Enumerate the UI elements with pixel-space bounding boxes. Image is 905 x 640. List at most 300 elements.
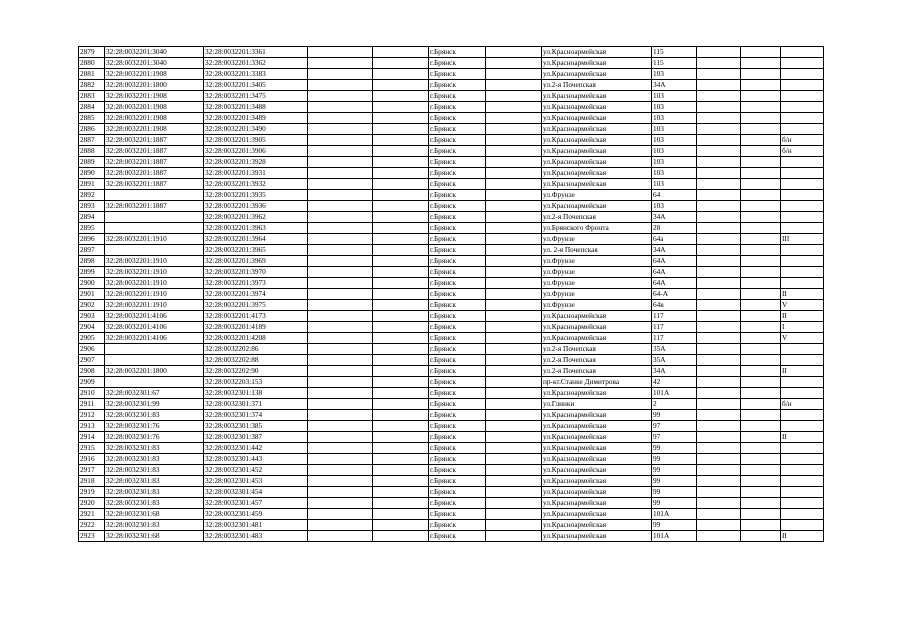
row-number-cell: 2906 <box>79 344 105 355</box>
row-number-cell: 2882 <box>79 80 105 91</box>
parent-cadastral-number-cell: 32:28:0032201:3040 <box>105 58 204 69</box>
empty-cell-b <box>373 245 429 256</box>
note-cell: II <box>781 531 824 542</box>
empty-cell-d <box>697 278 741 289</box>
city-cell: г.Брянск <box>429 278 486 289</box>
house-number-cell: 97 <box>652 432 697 443</box>
cadastral-number-cell: 32:28:0032201:3935 <box>204 190 308 201</box>
empty-cell-c <box>486 344 542 355</box>
row-number-cell: 2907 <box>79 355 105 366</box>
street-cell: ул.Красноармейская <box>542 432 652 443</box>
house-number-cell: 103 <box>652 146 697 157</box>
empty-cell-b <box>373 454 429 465</box>
note-cell <box>781 410 824 421</box>
empty-cell-e <box>741 432 781 443</box>
empty-cell-b <box>373 300 429 311</box>
empty-cell-a <box>308 410 373 421</box>
empty-cell-c <box>486 146 542 157</box>
table-row <box>79 157 824 168</box>
table-row <box>79 322 824 333</box>
city-cell: г.Брянск <box>429 135 486 146</box>
cadastral-number-cell: 32:28:0032201:3970 <box>204 267 308 278</box>
empty-cell-b <box>373 311 429 322</box>
house-number-cell: 99 <box>652 498 697 509</box>
empty-cell-a <box>308 366 373 377</box>
city-cell: г.Брянск <box>429 212 486 223</box>
empty-cell-d <box>697 267 741 278</box>
parent-cadastral-number-cell: 32:28:0032301:83 <box>105 454 204 465</box>
street-cell: ул.Фрунзе <box>542 256 652 267</box>
row-number-cell: 2885 <box>79 113 105 124</box>
house-number-cell: 103 <box>652 157 697 168</box>
table-row <box>79 410 824 421</box>
empty-cell-b <box>373 366 429 377</box>
empty-cell-c <box>486 267 542 278</box>
empty-cell-e <box>741 300 781 311</box>
city-cell: г.Брянск <box>429 245 486 256</box>
empty-cell-c <box>486 256 542 267</box>
empty-cell-c <box>486 168 542 179</box>
row-number-cell: 2908 <box>79 366 105 377</box>
street-cell: ул.Фрунзе <box>542 289 652 300</box>
parent-cadastral-number-cell: 32:28:0032201:1908 <box>105 113 204 124</box>
empty-cell-d <box>697 520 741 531</box>
row-number-cell: 2920 <box>79 498 105 509</box>
empty-cell-e <box>741 465 781 476</box>
cadastral-number-cell: 32:28:0032201:4189 <box>204 322 308 333</box>
row-number-cell: 2918 <box>79 476 105 487</box>
empty-cell-c <box>486 454 542 465</box>
parent-cadastral-number-cell: 32:28:0032201:1908 <box>105 102 204 113</box>
street-cell: ул.Красноармейская <box>542 531 652 542</box>
house-number-cell: 64А <box>652 256 697 267</box>
row-number-cell: 2884 <box>79 102 105 113</box>
empty-cell-b <box>373 157 429 168</box>
house-number-cell: 101А <box>652 509 697 520</box>
empty-cell-c <box>486 410 542 421</box>
house-number-cell: 115 <box>652 58 697 69</box>
house-number-cell: 99 <box>652 454 697 465</box>
city-cell: г.Брянск <box>429 476 486 487</box>
empty-cell-d <box>697 58 741 69</box>
cadastral-number-cell: 32:28:0032201:3965 <box>204 245 308 256</box>
note-cell: II <box>781 289 824 300</box>
cadastral-number-cell: 32:28:0032301:457 <box>204 498 308 509</box>
empty-cell-c <box>486 487 542 498</box>
empty-cell-e <box>741 102 781 113</box>
cadastral-number-cell: 32:28:0032301:371 <box>204 399 308 410</box>
city-cell: г.Брянск <box>429 322 486 333</box>
parent-cadastral-number-cell: 32:28:0032201:1887 <box>105 168 204 179</box>
cadastral-number-cell: 32:28:0032201:3488 <box>204 102 308 113</box>
street-cell: ул. 2-я Почепская <box>542 245 652 256</box>
empty-cell-e <box>741 47 781 58</box>
house-number-cell: 117 <box>652 311 697 322</box>
empty-cell-c <box>486 443 542 454</box>
empty-cell-c <box>486 91 542 102</box>
empty-cell-e <box>741 91 781 102</box>
note-cell <box>781 421 824 432</box>
note-cell <box>781 80 824 91</box>
empty-cell-d <box>697 421 741 432</box>
street-cell: ул.2-я Почепская <box>542 355 652 366</box>
house-number-cell: 97 <box>652 421 697 432</box>
cadastral-number-cell: 32:28:0032201:3905 <box>204 135 308 146</box>
empty-cell-d <box>697 168 741 179</box>
empty-cell-d <box>697 410 741 421</box>
note-cell <box>781 179 824 190</box>
parent-cadastral-number-cell: 32:28:0032301:67 <box>105 388 204 399</box>
house-number-cell: 99 <box>652 443 697 454</box>
cadastral-number-cell: 32:28:0032201:3974 <box>204 289 308 300</box>
parent-cadastral-number-cell: 32:28:0032301:83 <box>105 443 204 454</box>
empty-cell-d <box>697 234 741 245</box>
empty-cell-e <box>741 311 781 322</box>
cadastral-number-cell: 32:28:0032201:3932 <box>204 179 308 190</box>
empty-cell-e <box>741 509 781 520</box>
empty-cell-d <box>697 80 741 91</box>
empty-cell-e <box>741 212 781 223</box>
parent-cadastral-number-cell: 32:28:0032201:1887 <box>105 201 204 212</box>
street-cell: ул.Красноармейская <box>542 520 652 531</box>
empty-cell-e <box>741 201 781 212</box>
city-cell: г.Брянск <box>429 179 486 190</box>
empty-cell-b <box>373 124 429 135</box>
table-row <box>79 47 824 58</box>
note-cell <box>781 69 824 80</box>
city-cell: г.Брянск <box>429 201 486 212</box>
house-number-cell: 99 <box>652 410 697 421</box>
row-number-cell: 2895 <box>79 223 105 234</box>
street-cell: ул.Красноармейская <box>542 421 652 432</box>
city-cell: г.Брянск <box>429 146 486 157</box>
empty-cell-e <box>741 410 781 421</box>
house-number-cell: 35А <box>652 355 697 366</box>
house-number-cell: 99 <box>652 520 697 531</box>
empty-cell-c <box>486 333 542 344</box>
empty-cell-c <box>486 113 542 124</box>
empty-cell-d <box>697 366 741 377</box>
parent-cadastral-number-cell: 32:28:0032201:1887 <box>105 157 204 168</box>
empty-cell-a <box>308 509 373 520</box>
empty-cell-d <box>697 333 741 344</box>
empty-cell-e <box>741 333 781 344</box>
parent-cadastral-number-cell: 32:28:0032301:83 <box>105 465 204 476</box>
cadastral-number-cell: 32:28:0032301:387 <box>204 432 308 443</box>
empty-cell-a <box>308 322 373 333</box>
parent-cadastral-number-cell: 32:28:0032201:4106 <box>105 322 204 333</box>
empty-cell-a <box>308 498 373 509</box>
empty-cell-b <box>373 278 429 289</box>
cadastral-number-cell: 32:28:0032201:3936 <box>204 201 308 212</box>
empty-cell-d <box>697 498 741 509</box>
empty-cell-e <box>741 476 781 487</box>
note-cell: V <box>781 300 824 311</box>
empty-cell-d <box>697 531 741 542</box>
empty-cell-c <box>486 157 542 168</box>
row-number-cell: 2880 <box>79 58 105 69</box>
house-number-cell: 35А <box>652 344 697 355</box>
empty-cell-e <box>741 377 781 388</box>
empty-cell-b <box>373 179 429 190</box>
city-cell: г.Брянск <box>429 190 486 201</box>
empty-cell-c <box>486 102 542 113</box>
city-cell: г.Брянск <box>429 58 486 69</box>
city-cell: г.Брянск <box>429 256 486 267</box>
city-cell: г.Брянск <box>429 399 486 410</box>
empty-cell-d <box>697 399 741 410</box>
empty-cell-d <box>697 69 741 80</box>
house-number-cell: 64а <box>652 234 697 245</box>
empty-cell-a <box>308 443 373 454</box>
empty-cell-a <box>308 278 373 289</box>
note-cell <box>781 223 824 234</box>
parent-cadastral-number-cell <box>105 344 204 355</box>
empty-cell-b <box>373 135 429 146</box>
table-row <box>79 300 824 311</box>
parent-cadastral-number-cell: 32:28:0032201:1910 <box>105 267 204 278</box>
note-cell <box>781 245 824 256</box>
note-cell: II <box>781 432 824 443</box>
empty-cell-b <box>373 388 429 399</box>
city-cell: г.Брянск <box>429 267 486 278</box>
empty-cell-d <box>697 124 741 135</box>
street-cell: ул.Красноармейская <box>542 146 652 157</box>
empty-cell-e <box>741 245 781 256</box>
street-cell: ул.Красноармейская <box>542 69 652 80</box>
empty-cell-d <box>697 311 741 322</box>
table-row <box>79 355 824 366</box>
row-number-cell: 2900 <box>79 278 105 289</box>
parent-cadastral-number-cell: 32:28:0032301:83 <box>105 476 204 487</box>
note-cell <box>781 201 824 212</box>
house-number-cell: 103 <box>652 91 697 102</box>
city-cell: г.Брянск <box>429 80 486 91</box>
empty-cell-e <box>741 58 781 69</box>
empty-cell-e <box>741 168 781 179</box>
row-number-cell: 2889 <box>79 157 105 168</box>
empty-cell-e <box>741 366 781 377</box>
note-cell <box>781 47 824 58</box>
parent-cadastral-number-cell <box>105 212 204 223</box>
empty-cell-a <box>308 344 373 355</box>
empty-cell-e <box>741 289 781 300</box>
empty-cell-c <box>486 245 542 256</box>
empty-cell-e <box>741 69 781 80</box>
city-cell: г.Брянск <box>429 520 486 531</box>
cadastral-number-cell: 32:28:0032301:453 <box>204 476 308 487</box>
empty-cell-a <box>308 421 373 432</box>
empty-cell-c <box>486 179 542 190</box>
empty-cell-c <box>486 355 542 366</box>
parent-cadastral-number-cell: 32:28:0032201:1908 <box>105 124 204 135</box>
empty-cell-e <box>741 124 781 135</box>
parent-cadastral-number-cell: 32:28:0032301:83 <box>105 520 204 531</box>
street-cell: ул.Красноармейская <box>542 179 652 190</box>
empty-cell-e <box>741 498 781 509</box>
house-number-cell: 64-А <box>652 289 697 300</box>
row-number-cell: 2912 <box>79 410 105 421</box>
city-cell: г.Брянск <box>429 421 486 432</box>
empty-cell-e <box>741 487 781 498</box>
table-row <box>79 366 824 377</box>
note-cell <box>781 278 824 289</box>
row-number-cell: 2916 <box>79 454 105 465</box>
empty-cell-a <box>308 256 373 267</box>
house-number-cell: 117 <box>652 322 697 333</box>
table-row <box>79 245 824 256</box>
empty-cell-d <box>697 113 741 124</box>
parent-cadastral-number-cell <box>105 223 204 234</box>
parent-cadastral-number-cell: 32:28:0032201:1800 <box>105 366 204 377</box>
house-number-cell: 103 <box>652 168 697 179</box>
row-number-cell: 2913 <box>79 421 105 432</box>
note-cell <box>781 157 824 168</box>
empty-cell-a <box>308 399 373 410</box>
house-number-cell: 103 <box>652 113 697 124</box>
row-number-cell: 2883 <box>79 91 105 102</box>
empty-cell-e <box>741 135 781 146</box>
table-row <box>79 531 824 542</box>
empty-cell-a <box>308 168 373 179</box>
cadastral-number-cell: 32:28:0032201:3975 <box>204 300 308 311</box>
empty-cell-a <box>308 179 373 190</box>
city-cell: г.Брянск <box>429 344 486 355</box>
note-cell <box>781 124 824 135</box>
city-cell: г.Брянск <box>429 168 486 179</box>
table-row <box>79 443 824 454</box>
cadastral-number-cell: 32:28:0032201:3362 <box>204 58 308 69</box>
street-cell: ул.Красноармейская <box>542 113 652 124</box>
empty-cell-e <box>741 256 781 267</box>
note-cell <box>781 509 824 520</box>
empty-cell-d <box>697 289 741 300</box>
row-number-cell: 2886 <box>79 124 105 135</box>
empty-cell-d <box>697 179 741 190</box>
note-cell <box>781 454 824 465</box>
street-cell: ул.Фрунзе <box>542 234 652 245</box>
empty-cell-a <box>308 146 373 157</box>
table-row <box>79 344 824 355</box>
row-number-cell: 2903 <box>79 311 105 322</box>
street-cell: ул.Красноармейская <box>542 135 652 146</box>
empty-cell-b <box>373 47 429 58</box>
table-row <box>79 58 824 69</box>
house-number-cell: 2 <box>652 399 697 410</box>
row-number-cell: 2922 <box>79 520 105 531</box>
empty-cell-e <box>741 520 781 531</box>
cadastral-number-cell: 32:28:0032301:138 <box>204 388 308 399</box>
table-row <box>79 146 824 157</box>
city-cell: г.Брянск <box>429 234 486 245</box>
empty-cell-a <box>308 476 373 487</box>
empty-cell-c <box>486 498 542 509</box>
empty-cell-a <box>308 201 373 212</box>
parent-cadastral-number-cell <box>105 190 204 201</box>
note-cell: V <box>781 333 824 344</box>
empty-cell-d <box>697 322 741 333</box>
table-row <box>79 311 824 322</box>
row-number-cell: 2881 <box>79 69 105 80</box>
parent-cadastral-number-cell: 32:28:0032301:99 <box>105 399 204 410</box>
row-number-cell: 2917 <box>79 465 105 476</box>
empty-cell-e <box>741 113 781 124</box>
empty-cell-c <box>486 289 542 300</box>
city-cell: г.Брянск <box>429 509 486 520</box>
cadastral-number-cell: 32:28:0032202:90 <box>204 366 308 377</box>
cadastral-number-cell: 32:28:0032201:3490 <box>204 124 308 135</box>
note-cell <box>781 377 824 388</box>
house-number-cell: 103 <box>652 102 697 113</box>
empty-cell-d <box>697 388 741 399</box>
empty-cell-c <box>486 80 542 91</box>
parent-cadastral-number-cell: 32:28:0032201:1910 <box>105 278 204 289</box>
parent-cadastral-number-cell: 32:28:0032201:1908 <box>105 91 204 102</box>
empty-cell-b <box>373 344 429 355</box>
row-number-cell: 2890 <box>79 168 105 179</box>
table-row <box>79 168 824 179</box>
cadastral-number-cell: 32:28:0032202:86 <box>204 344 308 355</box>
street-cell: ул.Красноармейская <box>542 322 652 333</box>
empty-cell-a <box>308 333 373 344</box>
empty-cell-e <box>741 179 781 190</box>
parent-cadastral-number-cell: 32:28:0032301:68 <box>105 509 204 520</box>
table-row <box>79 234 824 245</box>
empty-cell-a <box>308 212 373 223</box>
empty-cell-a <box>308 432 373 443</box>
empty-cell-d <box>697 355 741 366</box>
city-cell: г.Брянск <box>429 388 486 399</box>
empty-cell-c <box>486 223 542 234</box>
street-cell: ул.Красноармейская <box>542 58 652 69</box>
cadastral-number-cell: 32:28:0032201:3405 <box>204 80 308 91</box>
empty-cell-e <box>741 531 781 542</box>
parent-cadastral-number-cell: 32:28:0032201:1910 <box>105 256 204 267</box>
city-cell: г.Брянск <box>429 91 486 102</box>
empty-cell-c <box>486 47 542 58</box>
table-row <box>79 256 824 267</box>
cadastral-number-cell: 32:28:0032201:3964 <box>204 234 308 245</box>
house-number-cell: 34А <box>652 366 697 377</box>
empty-cell-c <box>486 135 542 146</box>
city-cell: г.Брянск <box>429 443 486 454</box>
empty-cell-a <box>308 531 373 542</box>
parent-cadastral-number-cell: 32:28:0032301:76 <box>105 432 204 443</box>
table-row <box>79 212 824 223</box>
table-row <box>79 113 824 124</box>
empty-cell-c <box>486 278 542 289</box>
parent-cadastral-number-cell: 32:28:0032201:1887 <box>105 179 204 190</box>
table-row <box>79 520 824 531</box>
empty-cell-d <box>697 443 741 454</box>
parent-cadastral-number-cell: 32:28:0032201:1910 <box>105 289 204 300</box>
empty-cell-b <box>373 267 429 278</box>
empty-cell-a <box>308 355 373 366</box>
city-cell: г.Брянск <box>429 333 486 344</box>
empty-cell-d <box>697 146 741 157</box>
note-cell: II <box>781 311 824 322</box>
empty-cell-b <box>373 289 429 300</box>
empty-cell-e <box>741 278 781 289</box>
table-row <box>79 91 824 102</box>
empty-cell-b <box>373 113 429 124</box>
note-cell <box>781 344 824 355</box>
empty-cell-d <box>697 47 741 58</box>
cadastral-number-cell: 32:28:0032301:452 <box>204 465 308 476</box>
row-number-cell: 2921 <box>79 509 105 520</box>
empty-cell-c <box>486 399 542 410</box>
empty-cell-a <box>308 267 373 278</box>
